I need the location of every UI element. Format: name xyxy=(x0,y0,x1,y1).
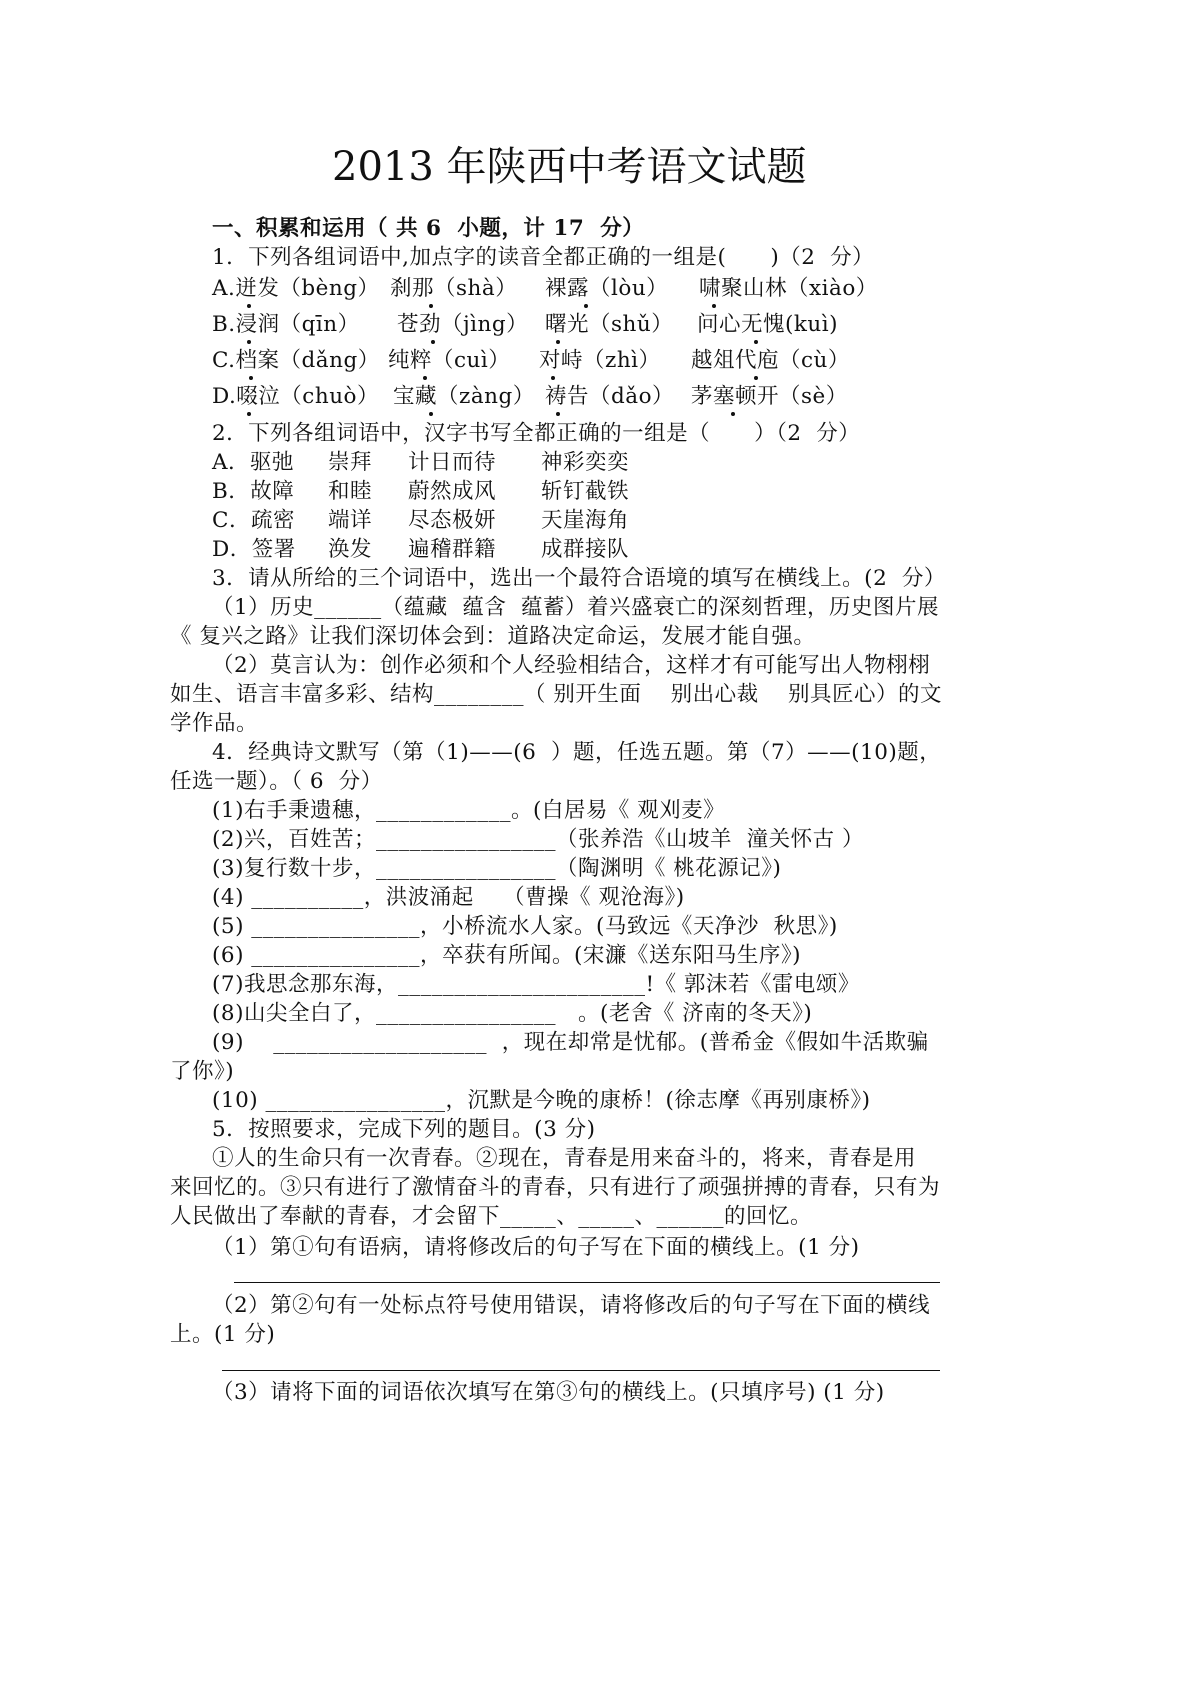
q4-item-10: (10) ________________，沉默是今晚的康桥！(徐志摩《再别康桥》) xyxy=(212,1088,871,1113)
q2-option-b-word-2: 和睦 xyxy=(328,479,373,504)
q4-item-3: (3)复行数十步，________________（陶渊明《 桃花源记》) xyxy=(212,856,782,881)
emphasis-dot xyxy=(429,304,433,308)
q2-option-b-word-3: 蔚然成风 xyxy=(408,479,497,504)
question-5-stem: 5．按照要求，完成下列的题目。(3 分) xyxy=(212,1117,596,1142)
emphasis-dot xyxy=(247,304,251,308)
q3-part-1-line-2: 《 复兴之路》让我们深切体会到：道路决定命运，发展才能自强。 xyxy=(170,624,816,649)
question-4-stem-line-2: 任选一题）。（ 6 分） xyxy=(170,769,383,794)
emphasis-dot xyxy=(247,340,251,344)
emphasis-dot xyxy=(423,376,427,380)
q4-item-9-line-1: (9) ___________________ ，现在却常是忧郁。(普希金《假如牛活欺骗 xyxy=(212,1030,929,1055)
q3-part-2-line-3: 学作品。 xyxy=(170,711,259,736)
q1-option-d-word-1: D.啜泣（chuò） xyxy=(212,384,379,409)
emphasis-dot xyxy=(556,340,560,344)
q2-option-a-word-2: 崇拜 xyxy=(328,450,373,475)
q1-option-c-word-1: C.档案（dǎng） xyxy=(212,348,380,373)
question-3-stem: 3．请从所给的三个词语中，选出一个最符合语境的填写在横线上。(2 分） xyxy=(212,566,946,591)
emphasis-dot xyxy=(584,304,588,308)
q4-item-1: (1)右手秉遗穗，____________。(白居易《 观刈麦》 xyxy=(212,798,726,823)
question-1-stem: 1．下列各组词语中,加点字的读音全都正确的一组是( )（2 分） xyxy=(212,245,875,270)
q4-item-5: (5) _______________，小桥流水人家。(马致远《天净沙 秋思》) xyxy=(212,914,838,939)
page-title: 2013 年陕西中考语文试题 xyxy=(332,144,807,190)
q2-option-c-word-4: 天崖海角 xyxy=(541,508,630,533)
q4-item-2: (2)兴，百姓苦；________________（张养浩《山坡羊 潼关怀古 ） xyxy=(212,827,864,852)
q1-option-d-word-2: 宝藏（zàng） xyxy=(393,384,535,409)
q1-option-d-word-4: 茅塞顿开（sè） xyxy=(691,384,848,409)
emphasis-dot xyxy=(731,412,735,416)
q2-option-d-word-3: 遍稽群籍 xyxy=(408,537,497,562)
q2-option-d-word-2: 涣发 xyxy=(328,537,373,562)
emphasis-dot xyxy=(551,376,555,380)
q5-subquestion-2-line-2: 上。(1 分) xyxy=(170,1322,276,1347)
emphasis-dot xyxy=(754,340,758,344)
q2-option-a-word-1: A．驱弛 xyxy=(212,450,295,475)
q4-item-7: (7)我思念那东海，______________________!《 郭沫若《雷电颂》 xyxy=(212,972,860,997)
q2-option-c-word-2: 端详 xyxy=(328,508,373,533)
q2-option-a-word-4: 神彩奕奕 xyxy=(541,450,630,475)
emphasis-dot xyxy=(754,376,758,380)
q2-option-a-word-3: 计日而待 xyxy=(408,450,497,475)
q5-passage-line-1: ①人的生命只有一次青春。②现在，青春是用来奋斗的，将来，青春是用 xyxy=(212,1146,917,1171)
q1-option-a-word-4: 啸聚山林（xiào） xyxy=(699,276,878,301)
emphasis-dot xyxy=(712,304,716,308)
q2-option-b-word-4: 斩钉截铁 xyxy=(541,479,630,504)
q2-option-c-word-3: 尽态极妍 xyxy=(408,508,497,533)
q4-item-8: (8)山尖全白了，________________ 。(老舍《 济南的冬天》) xyxy=(212,1001,813,1026)
question-2-stem: 2．下列各组词语中，汉字书写全都正确的一组是（ ）（2 分） xyxy=(212,421,861,446)
question-4-stem-line-1: 4．经典诗文默写（第（1)——(6 ）题，任选五题。第（7）——(10)题， xyxy=(212,740,942,765)
q1-option-a-word-1: A.迸发（bèng） xyxy=(212,276,380,301)
q1-option-c-word-3: 对峙（zhì） xyxy=(539,348,661,373)
q1-option-b-word-1: B.浸润（qīn） xyxy=(212,312,360,337)
emphasis-dot xyxy=(431,340,435,344)
q5-subquestion-2-line-1: （2）第②句有一处标点符号使用错误，请将修改后的句子写在下面的横线 xyxy=(212,1293,931,1318)
answer-line xyxy=(234,1282,940,1283)
q3-part-2-line-1: （2）莫言认为：创作必须和个人经验相结合，这样才有可能写出人物栩栩 xyxy=(212,653,931,678)
emphasis-dot xyxy=(249,376,253,380)
emphasis-dot xyxy=(556,412,560,416)
emphasis-dot xyxy=(247,412,251,416)
q4-item-4: (4) __________，洪波涌起 （曹操《 观沧海》) xyxy=(212,885,685,910)
q3-part-1-line-1: （1）历史______（蕴藏 蕴含 蕴蓄）着兴盛衰亡的深刻哲理，历史图片展 xyxy=(212,595,940,620)
q1-option-b-word-3: 曙光（shǔ） xyxy=(545,312,674,337)
q1-option-a-word-3: 裸露（lòu） xyxy=(545,276,669,301)
q5-subquestion-1: （1）第①句有语病，请将修改后的句子写在下面的横线上。(1 分) xyxy=(212,1235,860,1260)
q1-option-b-word-4: 问心无愧(kuì) xyxy=(697,312,839,337)
answer-line xyxy=(222,1370,940,1371)
q4-item-6: (6) _______________，卒获有所闻。(宋濂《送东阳马生序》) xyxy=(212,943,802,968)
q5-passage-line-2: 来回忆的。③只有进行了激情奋斗的青春，只有进行了顽强拼搏的青春，只有为 xyxy=(170,1175,941,1200)
q1-option-a-word-2: 刹那（shà） xyxy=(390,276,518,301)
q2-option-b-word-1: B．故障 xyxy=(212,479,295,504)
q2-option-d-word-1: D．签署 xyxy=(212,537,296,562)
q5-passage-line-3: 人民做出了奉献的青春，才会留下_____、_____、______的回忆。 xyxy=(170,1204,813,1229)
q5-subquestion-3: （3）请将下面的词语依次填写在第③句的横线上。(只填序号) (1 分) xyxy=(212,1380,885,1405)
q2-option-c-word-1: C．疏密 xyxy=(212,508,295,533)
q4-item-9-line-2: 了你》) xyxy=(170,1059,235,1084)
q1-option-b-word-2: 苍劲（jìng） xyxy=(397,312,529,337)
q3-part-2-line-2: 如生、语言丰富多彩、结构________（ 别开生面 别出心裁 别具匠心）的文 xyxy=(170,682,943,707)
q1-option-c-word-4: 越俎代庖（cù） xyxy=(691,348,850,373)
q2-option-d-word-4: 成群接队 xyxy=(541,537,630,562)
q1-option-d-word-3: 祷告（dǎo） xyxy=(545,384,675,409)
emphasis-dot xyxy=(429,412,433,416)
q1-option-c-word-2: 纯粹（cuì） xyxy=(388,348,511,373)
section-heading: 一、积累和运用（ 共 6 小题，计 17 分） xyxy=(212,216,645,241)
